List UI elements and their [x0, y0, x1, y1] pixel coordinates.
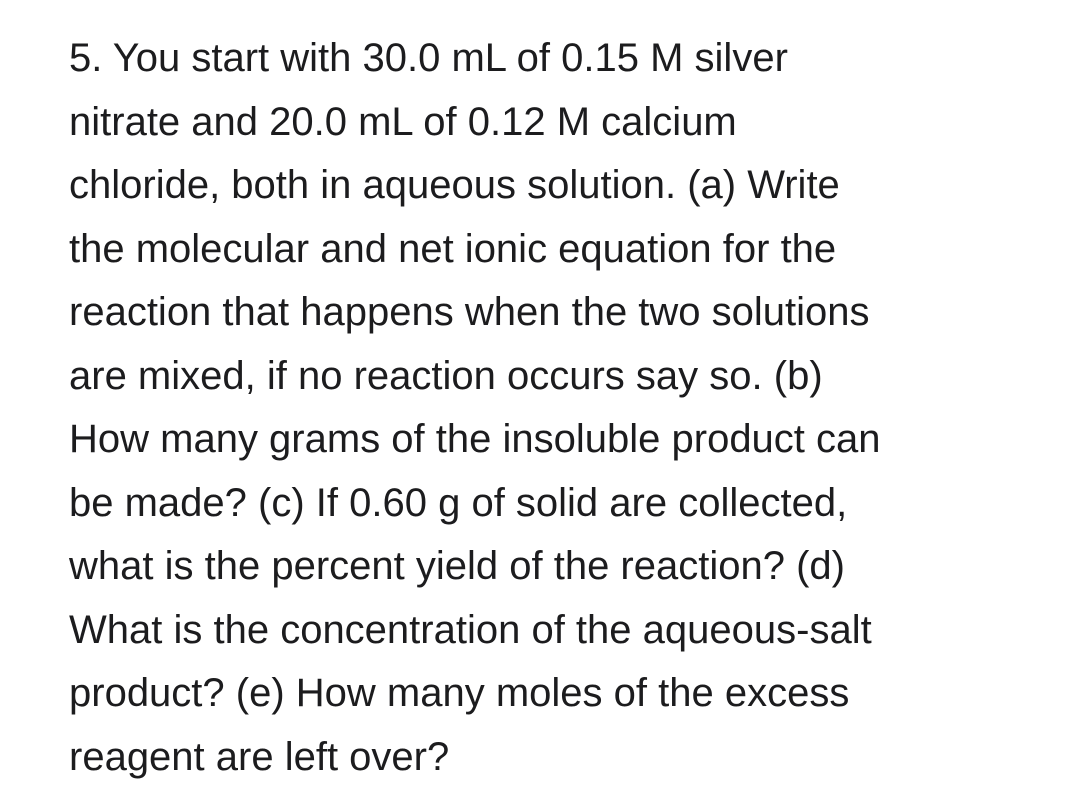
question-line-9: what is the percent yield of the reaction? (d): [69, 544, 845, 588]
question-line-6: are mixed, if no reaction occurs say so. (b): [69, 353, 823, 398]
question-line-5: reaction that happens when the two solutions: [69, 290, 870, 334]
question-line-3: chloride, both in aqueous solution. (a) Write: [69, 163, 840, 207]
question-line-11: product? (e) How many moles of the excess: [69, 671, 850, 715]
question-line-8: be made? (c) If 0.60 g of solid are collected,: [69, 480, 848, 525]
question-line-1: 5. You start with 30.0 mL of 0.15 M silver: [69, 36, 788, 80]
question-line-4: the molecular and net ionic equation for the: [69, 226, 837, 271]
question-line-2: nitrate and 20.0 mL of 0.12 M calcium: [69, 99, 737, 144]
question-line-10: What is the concentration of the aqueous-salt: [69, 607, 872, 652]
question-line-12: reagent are left over?: [69, 734, 450, 779]
question-text: [69, 27, 1069, 789]
question-line-7: How many grams of the insoluble product can: [69, 417, 881, 461]
